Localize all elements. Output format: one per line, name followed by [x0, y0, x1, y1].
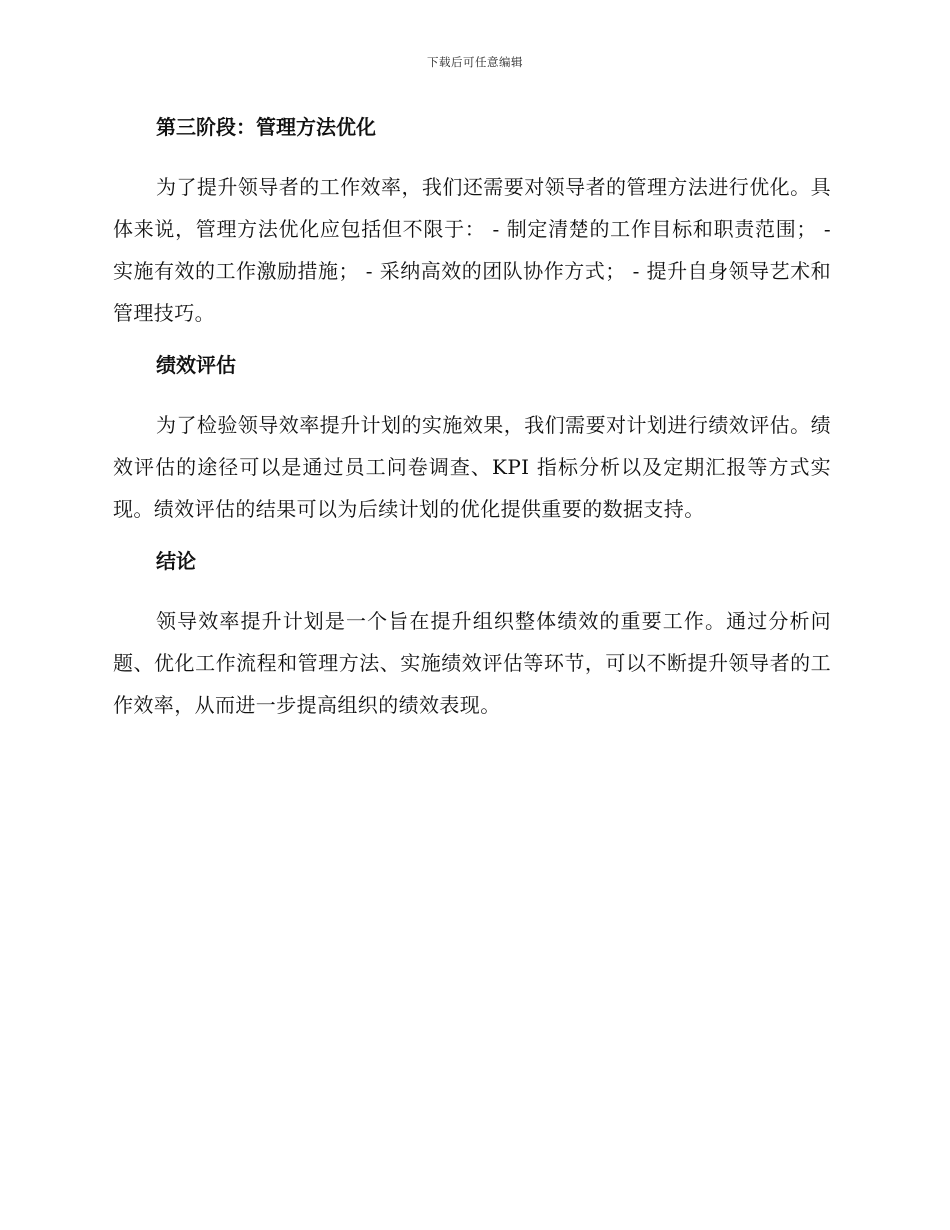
section-heading: 绩效评估 — [156, 353, 236, 377]
section-conclusion — [113, 542, 831, 726]
section-paragraph: 为了提升领导者的工作效率，我们还需要对领导者的管理方法进行优化。具体来说，管理方法优化应包括但不限于： - 制定清楚的工作目标和职责范围； - 实施有效的工作激励措施； - 采纳高效的团队协作方式； - 提升自身领导艺术和管理技巧。 — [113, 175, 831, 325]
section-management-method — [113, 108, 831, 334]
document-body — [113, 108, 831, 738]
section-heading: 结论 — [156, 549, 196, 573]
section-performance-evaluation — [113, 346, 831, 530]
section-paragraph: 为了检验领导效率提升计划的实施效果，我们需要对计划进行绩效评估。绩效评估的途径可以是通过员工问卷调查、KPI 指标分析以及定期汇报等方式实现。绩效评估的结果可以为后续计划的优化提供重要的数据支持。 — [113, 413, 831, 521]
section-paragraph: 领导效率提升计划是一个旨在提升组织整体绩效的重要工作。通过分析问题、优化工作流程和管理方法、实施绩效评估等环节，可以不断提升领导者的工作效率，从而进一步提高组织的绩效表现。 — [113, 609, 831, 717]
section-heading: 第三阶段：管理方法优化 — [156, 115, 376, 139]
page-header: 下载后可任意编辑 — [427, 55, 523, 69]
